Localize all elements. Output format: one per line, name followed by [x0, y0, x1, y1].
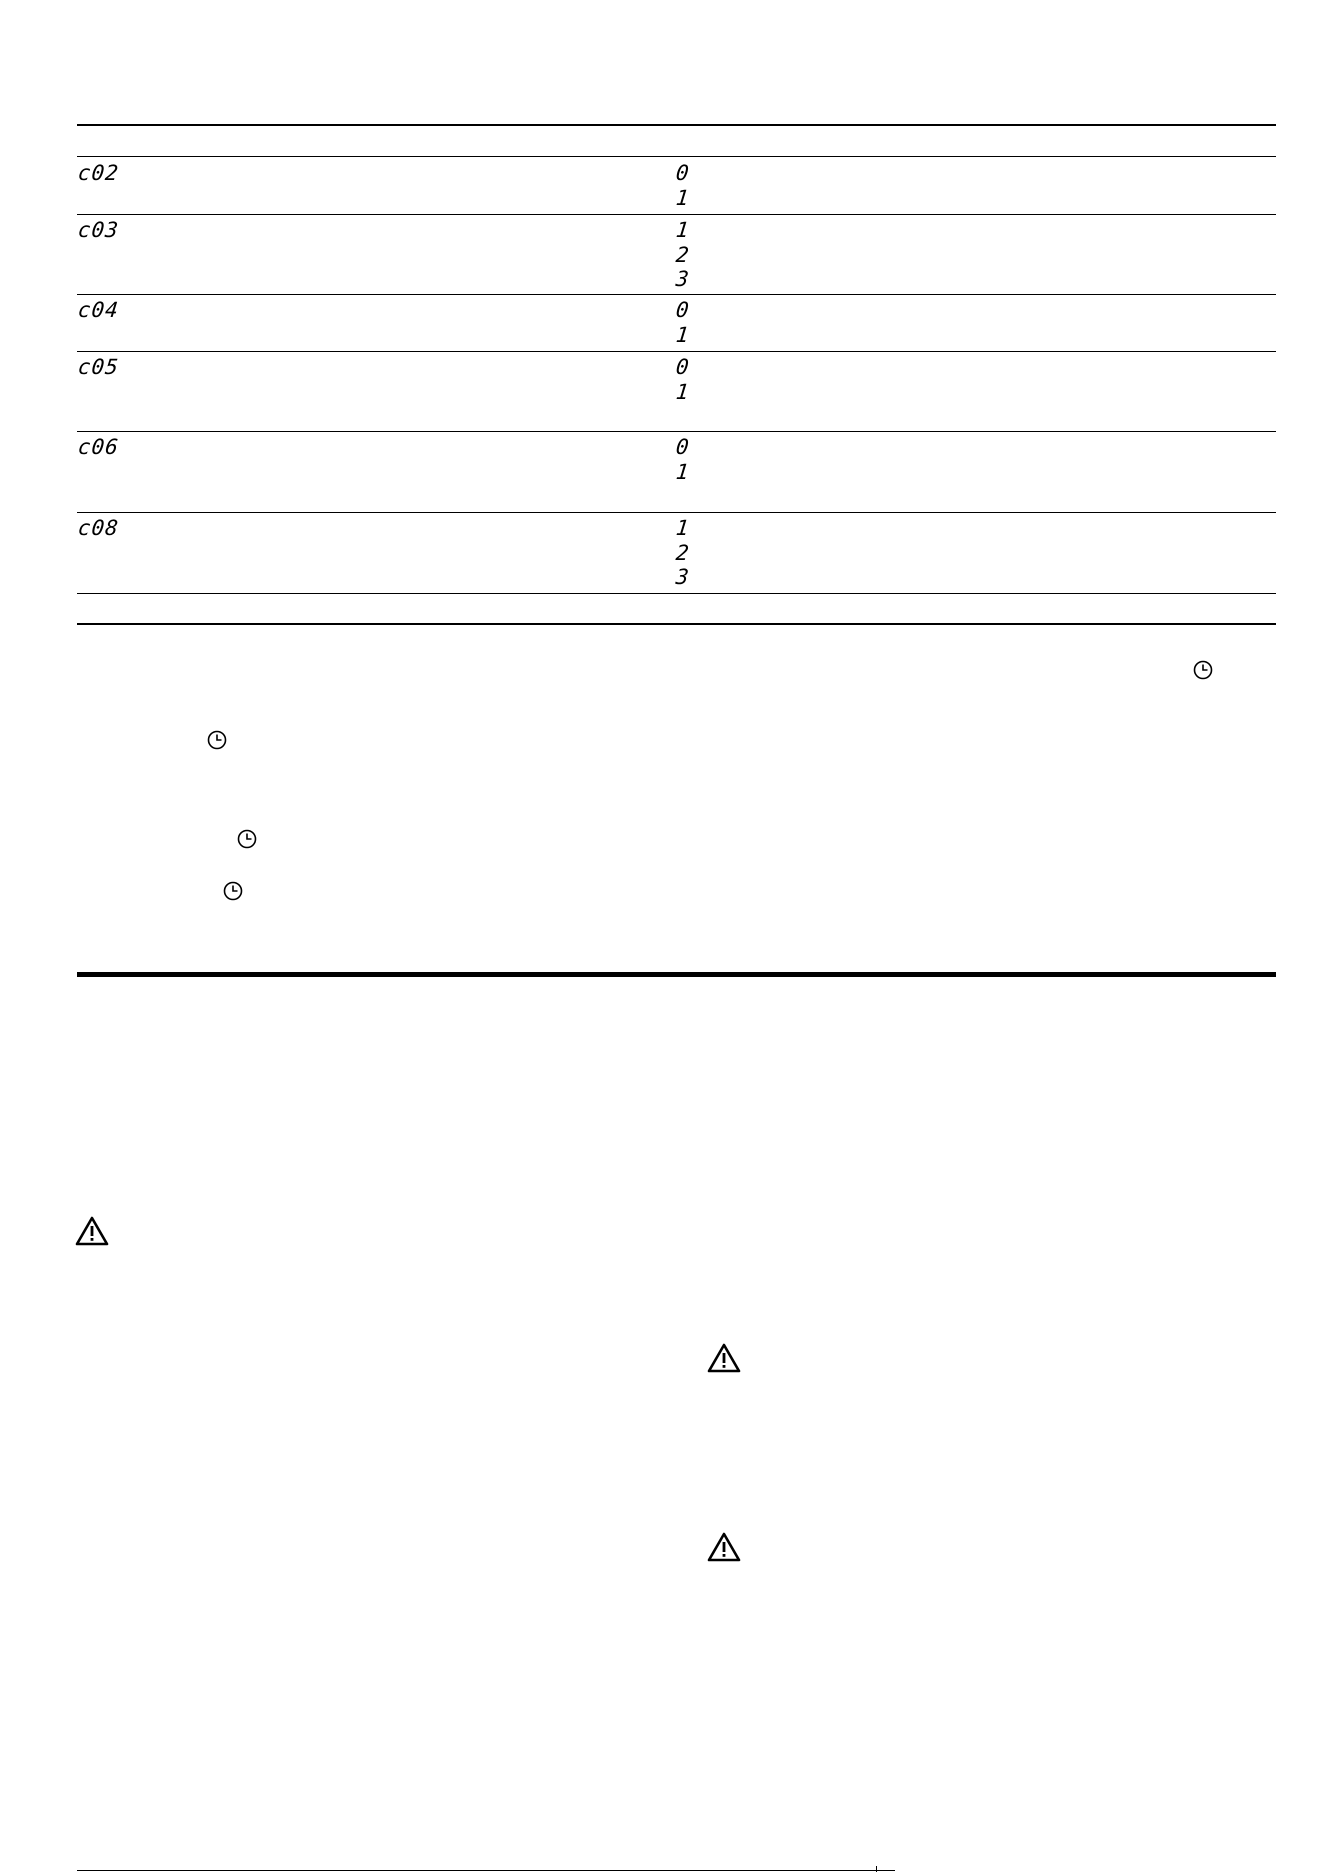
setting-code: c03 — [76, 218, 121, 242]
table-header-rule — [77, 156, 1276, 157]
row-divider — [77, 294, 1276, 295]
warning-triangle-icon — [75, 1216, 109, 1246]
setting-value: 1 — [674, 218, 691, 242]
warning-triangle-icon — [707, 1343, 741, 1373]
clock-icon — [1192, 659, 1214, 681]
setting-value: 3 — [674, 267, 691, 291]
setting-code: c04 — [76, 298, 121, 322]
row-divider — [77, 214, 1276, 215]
clock-icon — [206, 729, 228, 751]
setting-value: 1 — [674, 516, 691, 540]
setting-value: 0 — [674, 355, 691, 379]
setting-value: 0 — [674, 298, 691, 322]
setting-value: 1 — [674, 380, 691, 404]
setting-code: c02 — [76, 161, 121, 185]
row-divider — [77, 512, 1276, 513]
section-divider — [77, 972, 1276, 977]
setting-value: 1 — [674, 460, 691, 484]
table-bottom-rule — [77, 623, 1276, 625]
setting-value: 1 — [674, 323, 691, 347]
setting-value: 2 — [674, 541, 691, 565]
setting-code: c06 — [76, 435, 121, 459]
row-divider — [77, 431, 1276, 432]
clock-icon — [236, 828, 258, 850]
row-divider — [77, 593, 1276, 594]
warning-triangle-icon — [707, 1532, 741, 1562]
setting-value: 2 — [674, 243, 691, 267]
footer-rule — [77, 1870, 895, 1871]
setting-value: 3 — [674, 565, 691, 589]
setting-code: c08 — [76, 516, 121, 540]
setting-value: 1 — [674, 186, 691, 210]
footer-tick — [876, 1866, 877, 1872]
clock-icon — [222, 880, 244, 902]
setting-value: 0 — [674, 435, 691, 459]
row-divider — [77, 351, 1276, 352]
setting-code: c05 — [76, 355, 121, 379]
table-top-rule — [77, 124, 1276, 126]
setting-value: 0 — [674, 161, 691, 185]
